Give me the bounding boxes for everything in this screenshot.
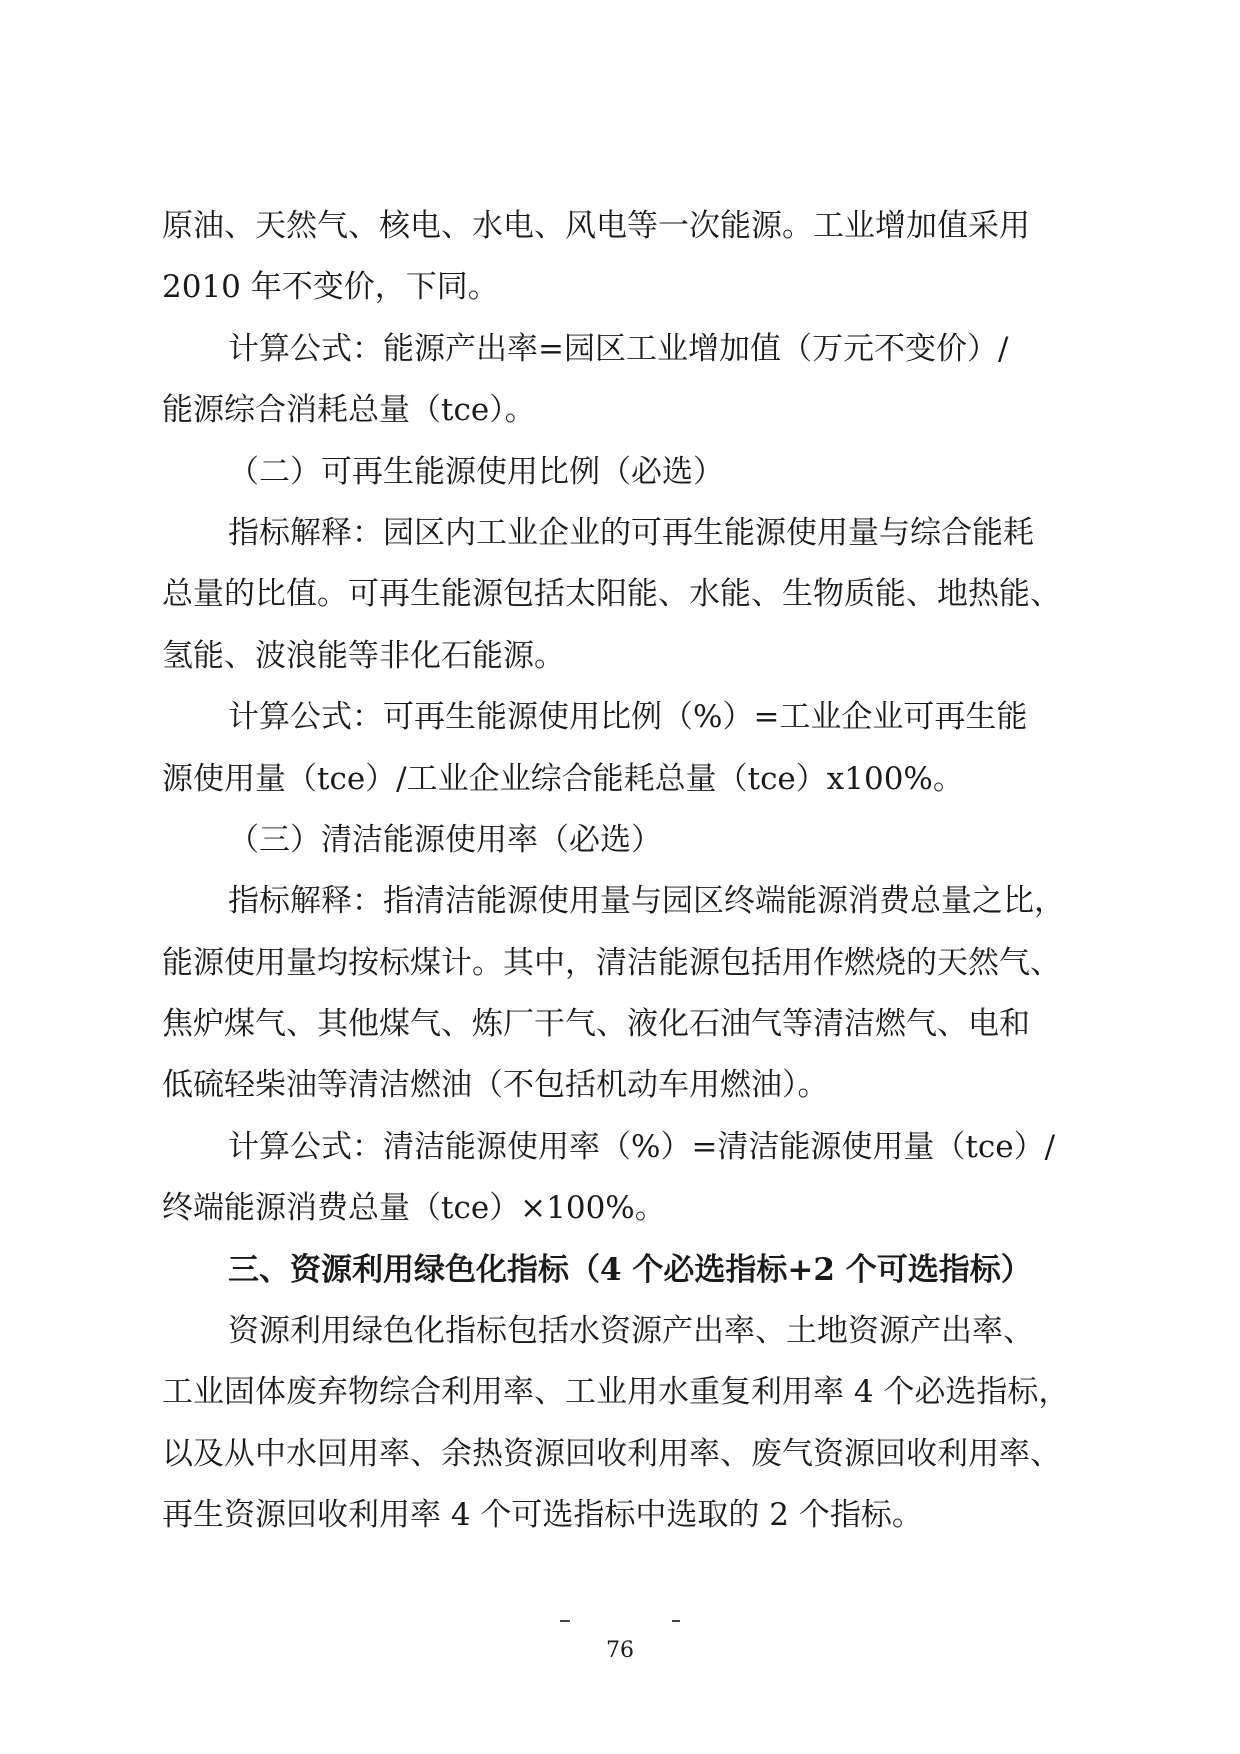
paragraph-line-continuation: 工业固体废弃物综合利用率、工业用水重复利用率 4 个必选指标， xyxy=(162,1374,1070,1411)
paragraph-line-continuation: 以及从中水回用率、余热资源回收利用率、废气资源回收利用率、 xyxy=(162,1435,1061,1472)
formula-line-continuation: 终端能源消费总量（tce）×100%。 xyxy=(162,1190,666,1227)
formula-line: 计算公式：可再生能源使用比例（%）=工业企业可再生能 xyxy=(228,699,1028,736)
chapter-heading-resource-use: 三、资源利用绿色化指标（4 个必选指标+2 个可选指标） xyxy=(228,1251,1032,1288)
footer-mark xyxy=(672,1620,680,1622)
definition-line-continuation: 氢能、波浪能等非化石能源。 xyxy=(162,637,565,674)
definition-line-continuation: 焦炉煤气、其他煤气、炼厂干气、液化石油气等清洁燃气、电和 xyxy=(162,1006,1030,1043)
definition-line-continuation: 能源使用量均按标煤计。其中，清洁能源包括用作燃烧的天然气、 xyxy=(162,944,1061,981)
section-heading-renewable: （二）可再生能源使用比例（必选） xyxy=(228,453,724,490)
formula-line: 计算公式：能源产出率=园区工业增加值（万元不变价）/ xyxy=(228,330,1009,367)
footer-marks xyxy=(560,1618,680,1624)
definition-line-continuation: 低硫轻柴油等清洁燃油（不包括机动车用燃油）。 xyxy=(162,1067,829,1104)
formula-line-continuation: 能源综合消耗总量（tce）。 xyxy=(162,392,536,429)
paragraph-line-continuation: 再生资源回收利用率 4 个可选指标中选取的 2 个指标。 xyxy=(162,1497,923,1534)
footer-mark xyxy=(560,1620,570,1622)
body-text xyxy=(162,196,1082,1547)
section-heading-clean-energy: （三）清洁能源使用率（必选） xyxy=(228,821,662,858)
definition-line-continuation: 总量的比值。可再生能源包括太阳能、水能、生物质能、地热能、 xyxy=(162,576,1061,613)
definition-line: 指标解释：园区内工业企业的可再生能源使用量与综合能耗 xyxy=(228,514,1034,551)
page-number: 76 xyxy=(606,1638,634,1663)
formula-line: 计算公式：清洁能源使用率（%）=清洁能源使用量（tce）/ xyxy=(228,1128,1056,1165)
text-line-continuation: 原油、天然气、核电、水电、风电等一次能源。工业增加值采用 xyxy=(162,208,1030,244)
definition-line: 指标解释：指清洁能源使用量与园区终端能源消费总量之比， xyxy=(228,883,1065,920)
text-line-continuation: 2010 年不变价，下同。 xyxy=(162,269,499,306)
formula-line-continuation: 源使用量（tce）/工业企业综合能耗总量（tce）x100%。 xyxy=(162,760,964,797)
paragraph-line: 资源利用绿色化指标包括水资源产出率、土地资源产出率、 xyxy=(228,1313,1034,1350)
